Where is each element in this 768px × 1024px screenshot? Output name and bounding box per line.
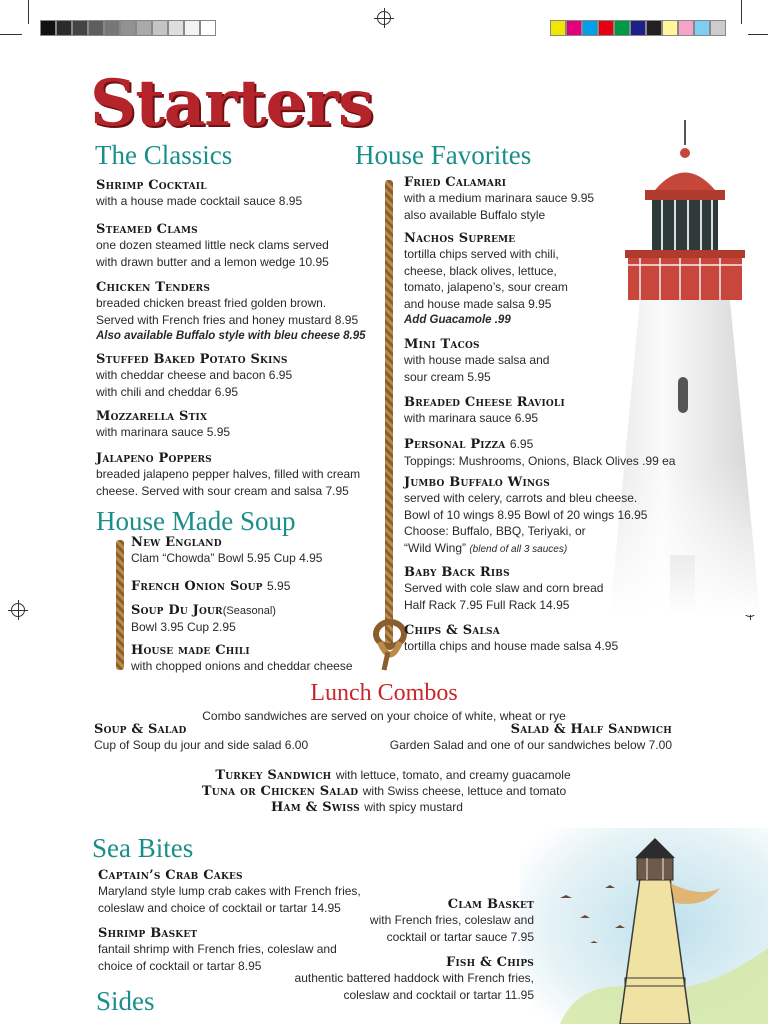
lunch-heading: Lunch Combos	[310, 680, 458, 706]
item-extra: (Seasonal)	[222, 605, 276, 617]
color-bar	[550, 10, 730, 26]
menu-item	[96, 352, 366, 409]
menu-item	[404, 337, 694, 395]
menu-item	[96, 409, 366, 451]
item-name: Shrimp Cocktail	[96, 178, 207, 193]
item-description: with spicy mustard	[364, 800, 463, 814]
menu-item	[404, 623, 694, 655]
favorites-heading: House Favorites	[355, 140, 532, 170]
sea-bites-right	[244, 897, 534, 1003]
item-description: with Swiss cheese, lettuce and tomato	[362, 784, 567, 798]
item-description: with a medium marinara sauce 9.95	[404, 191, 595, 205]
sandwich-item	[0, 782, 768, 798]
item-note: Also available Buffalo style with bleu cheese 8.95	[96, 330, 366, 342]
item-price: 5.95	[267, 579, 291, 593]
item-name: Steamed Clams	[96, 222, 198, 237]
item-description: Bowl 3.95 Cup 2.95	[131, 620, 236, 634]
item-description: coleslaw and choice of cocktail or tartar 14.95	[98, 900, 341, 915]
menu-item	[404, 395, 694, 435]
item-name: Fried Calamari	[404, 175, 507, 190]
item-description: tortilla chips and house made salsa 4.95	[404, 639, 619, 653]
soup-section	[131, 535, 371, 675]
item-name: Mini Tacos	[404, 337, 480, 352]
menu-item	[96, 451, 366, 499]
item-price: 6.95	[509, 437, 534, 451]
menu-item	[131, 601, 371, 643]
item-name: Baby Back Ribs	[404, 565, 510, 580]
item-description: Toppings: Mushrooms, Onions, Black Olives .99 ea	[404, 454, 676, 468]
item-name: House made Chili	[131, 643, 250, 658]
crop-mark	[0, 34, 22, 35]
item-description: breaded chicken breast fried golden brown.	[96, 296, 327, 310]
item-name: Stuffed Baked Potato Skins	[96, 352, 288, 367]
item-name: Clam Basket	[447, 897, 534, 912]
menu-item	[404, 175, 694, 231]
item-description: with chili and cheddar 6.95	[96, 384, 239, 399]
menu-item	[131, 577, 371, 601]
item-name: French Onion Soup	[131, 579, 263, 594]
grayscale-bar	[40, 10, 220, 26]
item-name: Soup & Salad	[94, 722, 187, 737]
item-description: “Wild Wing”	[404, 540, 466, 555]
item-note: Add Guacamole .99	[404, 314, 511, 326]
item-description: cocktail or tartar sauce 7.95	[386, 929, 534, 944]
sea-bites-heading: Sea Bites	[92, 833, 194, 863]
favorites-section	[404, 175, 694, 655]
item-description: Garden Salad and one of our sandwiches below 7.00	[389, 738, 672, 752]
item-name: New England	[131, 535, 222, 550]
classics-section	[96, 178, 366, 499]
item-description: choice of cocktail or tartar 8.95	[98, 958, 262, 973]
item-description: sour cream 5.95	[404, 369, 491, 384]
item-name: Jumbo Buffalo Wings	[404, 475, 550, 490]
item-name: Ham & Swiss	[271, 800, 360, 815]
item-description: Maryland style lump crab cakes with French fries,	[98, 884, 361, 898]
menu-item	[244, 897, 534, 955]
soup-heading: House Made Soup	[96, 506, 296, 536]
item-name: Fish & Chips	[446, 955, 534, 970]
watercolor-lighthouse-illustration	[520, 828, 768, 1024]
registration-mark-icon	[377, 11, 391, 25]
item-description: Clam “Chowda” Bowl 5.95 Cup 4.95	[131, 551, 323, 565]
item-description: with chopped onions and cheddar cheese	[131, 659, 353, 673]
menu-item	[244, 955, 534, 1003]
menu-item	[404, 565, 694, 623]
item-note: (blend of all 3 sauces)	[469, 543, 568, 555]
item-name: Chips & Salsa	[404, 623, 500, 638]
item-name: Turkey Sandwich	[215, 768, 332, 783]
sides-heading: Sides	[96, 986, 155, 1016]
rope-divider	[385, 180, 393, 650]
sandwich-item	[0, 766, 768, 782]
item-description: tomato, jalapeno’s, sour cream	[404, 280, 568, 294]
menu-item	[96, 178, 366, 222]
item-name: Captain’s Crab Cakes	[98, 868, 243, 883]
item-description: authentic battered haddock with French fries,	[294, 971, 534, 985]
item-description: one dozen steamed little neck clams served	[96, 238, 329, 252]
item-description: fantail shrimp with French fries, coleslaw and	[98, 942, 337, 956]
item-description: with marinara sauce 5.95	[96, 425, 231, 439]
item-name: Chicken Tenders	[96, 280, 211, 295]
menu-item	[131, 643, 371, 675]
item-description: with French fries, coleslaw and	[369, 913, 534, 927]
menu-item	[96, 222, 366, 280]
sandwich-item	[0, 798, 768, 816]
item-description: with a house made cocktail sauce 8.95	[96, 194, 303, 208]
item-description: with marinara sauce 6.95	[404, 411, 539, 425]
crop-mark	[748, 34, 768, 35]
lunch-subtitle: Combo sandwiches are served on your choice of white, wheat or rye	[202, 709, 566, 723]
item-name: Mozzarella Stix	[96, 409, 208, 424]
item-description: Half Rack 7.95 Full Rack 14.95	[404, 597, 570, 612]
item-description: Choose: Buffalo, BBQ, Teriyaki, or	[404, 524, 586, 538]
item-description: Cup of Soup du jour and side salad 6.00	[94, 738, 309, 752]
item-description: served with celery, carrots and bleu cheese.	[404, 491, 638, 505]
item-name: Jalapeno Poppers	[96, 451, 212, 466]
rope-divider	[116, 540, 124, 670]
soup-salad-combo	[94, 722, 308, 754]
item-description: breaded jalapeno pepper halves, filled with cream	[96, 467, 361, 481]
menu-item	[131, 535, 371, 577]
item-name: Soup Du Jour	[131, 603, 223, 618]
classics-heading: The Classics	[95, 140, 233, 170]
item-description: with house made salsa and	[404, 353, 550, 367]
item-name: Breaded Cheese Ravioli	[404, 395, 565, 410]
item-description: coleslaw and cocktail or tartar 11.95	[343, 987, 534, 1002]
registration-mark-icon	[11, 603, 25, 617]
item-description: Bowl of 10 wings 8.95 Bowl of 20 wings 16.95	[404, 507, 648, 522]
item-description: and house made salsa 9.95	[404, 296, 552, 311]
item-description: with drawn butter and a lemon wedge 10.95	[96, 254, 329, 269]
menu-item	[404, 435, 694, 475]
item-description: cheese. Served with sour cream and salsa 7.95	[96, 483, 349, 498]
menu-item	[404, 231, 694, 337]
item-description: also available Buffalo style	[404, 207, 546, 222]
item-name: Salad & Half Sandwich	[510, 722, 672, 737]
item-name: Personal Pizza	[404, 437, 506, 452]
crop-mark	[28, 0, 29, 24]
salad-half-sandwich-combo	[390, 722, 672, 754]
sandwich-list	[0, 766, 768, 816]
menu-item	[404, 475, 694, 565]
item-description: with lettuce, tomato, and creamy guacamole	[335, 768, 571, 782]
menu-item	[96, 280, 366, 352]
item-description: cheese, black olives, lettuce,	[404, 263, 557, 278]
item-description: Served with French fries and honey mustard 8.95	[96, 312, 359, 327]
item-name: Tuna or Chicken Salad	[201, 784, 359, 799]
item-name: Shrimp Basket	[98, 926, 198, 941]
item-description: tortilla chips served with chili,	[404, 247, 559, 261]
page-title: Starters	[90, 66, 373, 141]
item-description: with cheddar cheese and bacon 6.95	[96, 368, 293, 382]
crop-mark	[741, 0, 742, 24]
item-description: Served with cole slaw and corn bread	[404, 581, 604, 595]
item-name: Nachos Supreme	[404, 231, 516, 246]
